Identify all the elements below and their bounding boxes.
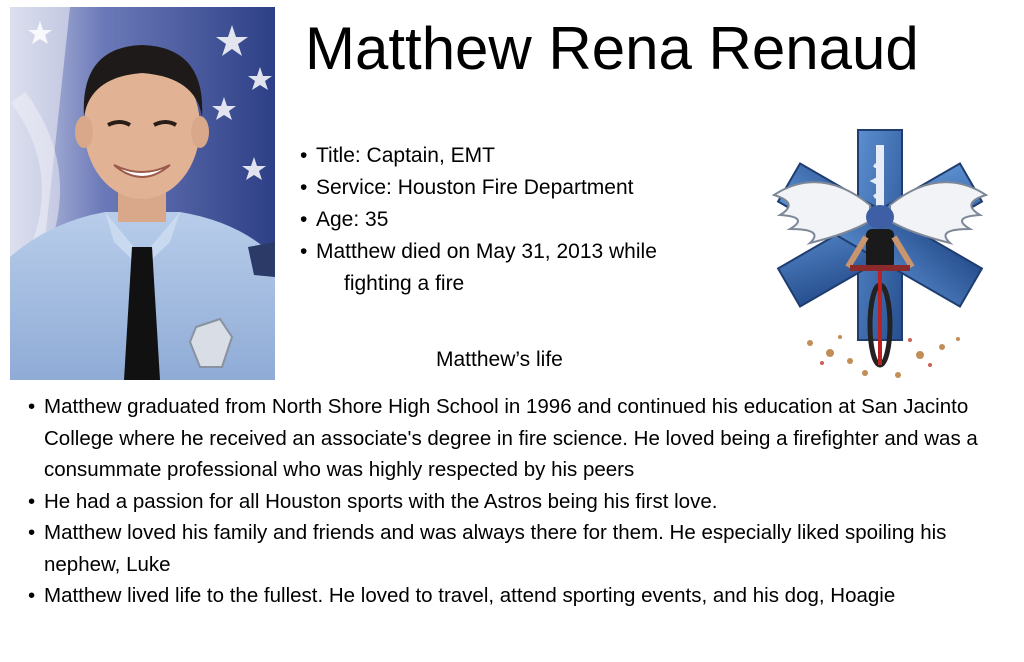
fact-age: • Age: 35 xyxy=(300,204,657,236)
list-item: • Matthew loved his family and friends and was always there for them. He especially liked spoiling his nephew, Luke xyxy=(28,517,1018,580)
fact-service: • Service: Houston Fire Department xyxy=(300,172,657,204)
fact-death: • Matthew died on May 31, 2013 while fighting a fire xyxy=(300,236,657,300)
facts-list xyxy=(300,140,657,300)
list-item: • He had a passion for all Houston sports with the Astros being his first love. xyxy=(28,486,1018,518)
page-title: Matthew Rena Renaud xyxy=(305,15,919,82)
section-heading-life: Matthew’s life xyxy=(436,348,563,371)
life-list xyxy=(28,391,1018,612)
portrait-photo xyxy=(10,7,275,380)
list-item: • Matthew graduated from North Shore High School in 1996 and continued his education at San Jacinto College where he received an associate's degree in fire science. He loved being a firefighter and was a consummate professional who was highly respected by his peers xyxy=(28,391,1018,486)
star-of-life-emblem xyxy=(770,125,990,387)
fact-title: • Title: Captain, EMT xyxy=(300,140,657,172)
list-item: • Matthew lived life to the fullest. He loved to travel, attend sporting events, and his dog, Hoagie xyxy=(28,580,1018,612)
